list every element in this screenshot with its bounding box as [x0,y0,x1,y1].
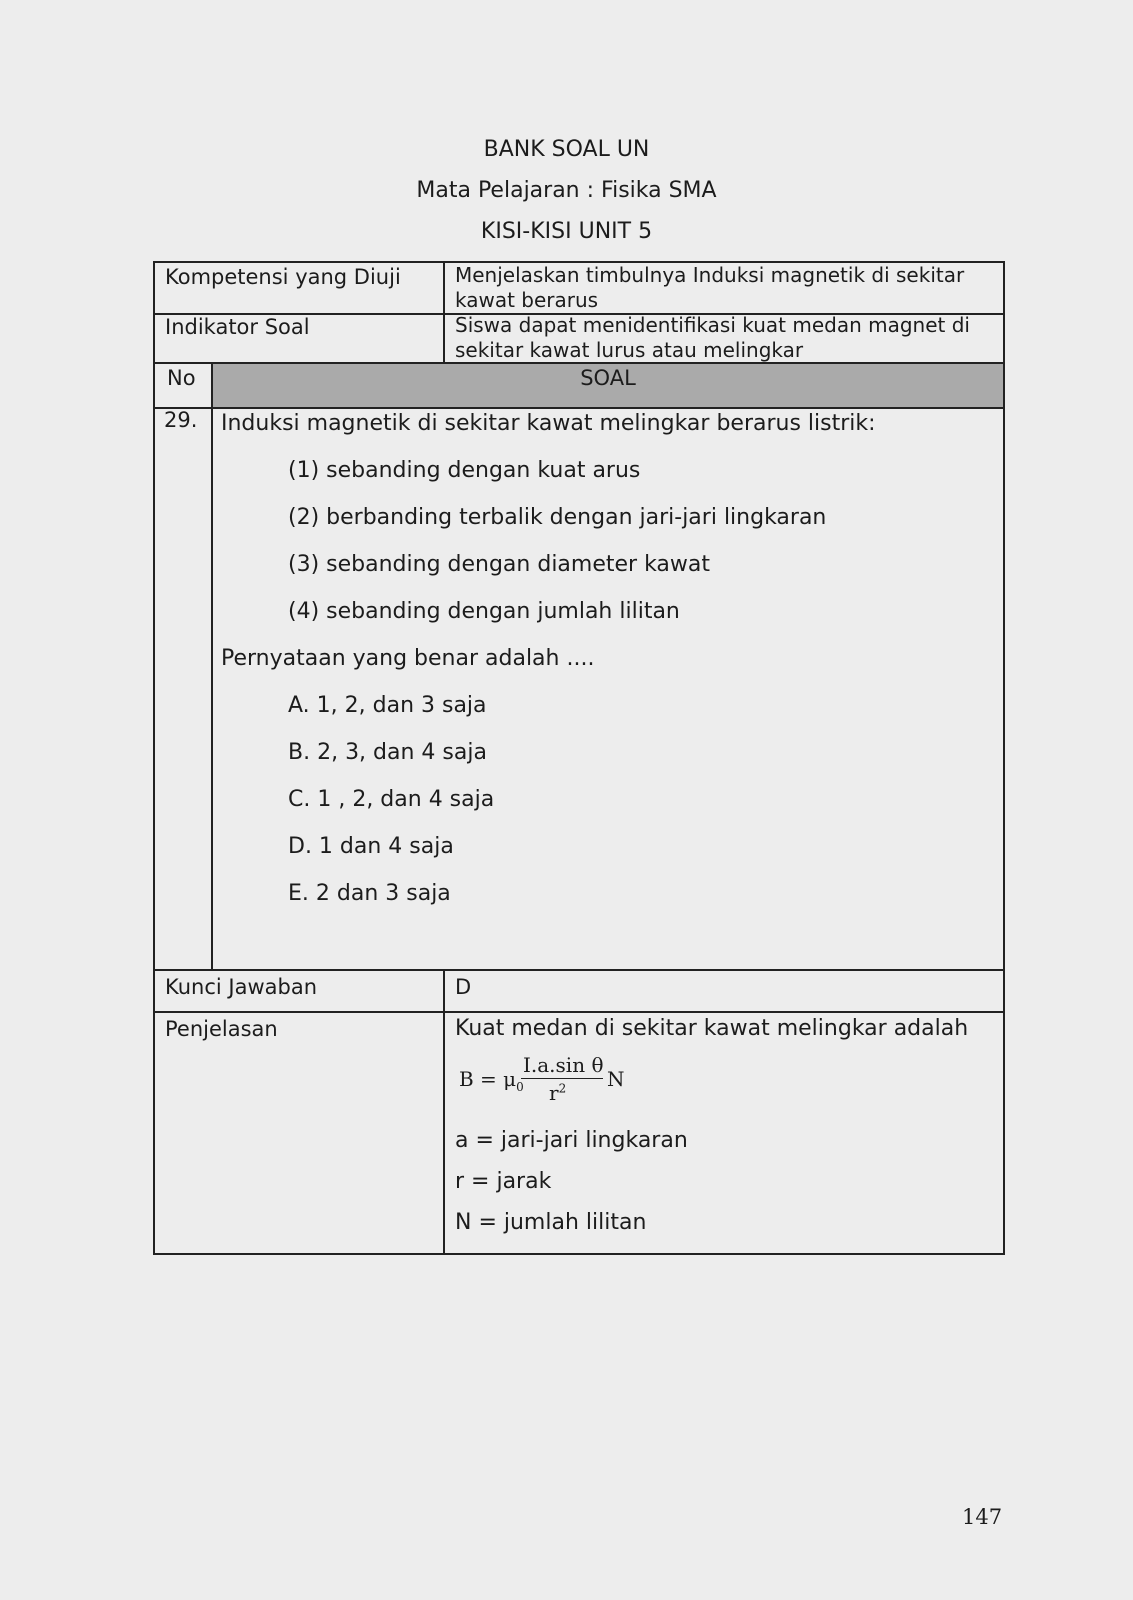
fraction-bar [521,1078,603,1079]
question-table [153,261,1005,1255]
definition-r: r = jarak [455,1169,552,1194]
soal-header: SOAL [580,366,636,390]
definition-a: a = jari-jari lingkaran [455,1128,688,1153]
formula-denominator: r [549,1081,559,1105]
option-d: D. 1 dan 4 saja [288,834,454,859]
statement-4: (4) sebanding dengan jumlah lilitan [288,599,680,624]
column-divider [443,263,445,364]
option-b: B. 2, 3, dan 4 saja [288,740,487,765]
question-text: Induksi magnetik di sekitar kawat melingkar berarus listrik: [221,411,876,436]
unit-line: KISI-KISI UNIT 5 [480,219,653,244]
kunci-value: D [455,975,472,999]
statement-1: (1) sebanding dengan kuat arus [288,458,641,483]
option-c: C. 1 , 2, dan 4 saja [288,787,495,812]
row-divider [155,407,1003,409]
formula-exponent: 2 [558,1081,567,1096]
row-divider [155,969,1003,971]
document-title: BANK SOAL UN [483,137,650,162]
definition-n: N = jumlah lilitan [455,1210,647,1235]
indikator-label: Indikator Soal [165,315,310,339]
formula-lhs: B = μ [459,1067,517,1091]
kompetensi-value: Menjelaskan timbulnya Induksi magnetik di sekitar kawat berarus [455,263,965,312]
indikator-value: Siswa dapat menidentifikasi kuat medan magnet di sekitar kawat lurus atau melingkar [455,313,970,362]
kunci-label: Kunci Jawaban [165,975,318,999]
no-header: No [167,366,196,390]
statement-3: (3) sebanding dengan diameter kawat [288,552,711,577]
question-number: 29. [164,408,198,432]
column-divider [211,362,213,971]
formula-numerator: I.a.sin θ [523,1053,604,1077]
formula-subscript: 0 [516,1080,524,1094]
row-divider [155,1011,1003,1013]
statement-2: (2) berbanding terbalik dengan jari-jari lingkaran [288,505,827,530]
penjelasan-intro: Kuat medan di sekitar kawat melingkar adalah [455,1016,969,1041]
question-prompt: Pernyataan yang benar adalah .... [221,646,595,671]
subject-line: Mata Pelajaran : Fisika SMA [416,178,717,203]
option-e: E. 2 dan 3 saja [288,881,451,906]
option-a: A. 1, 2, dan 3 saja [288,693,487,718]
magnetic-field-formula [459,1051,639,1107]
page-number: 147 [962,1505,1003,1529]
kompetensi-label: Kompetensi yang Diuji [165,265,401,289]
column-divider [443,969,445,1253]
penjelasan-label: Penjelasan [165,1017,278,1041]
formula-suffix: N [607,1067,625,1091]
